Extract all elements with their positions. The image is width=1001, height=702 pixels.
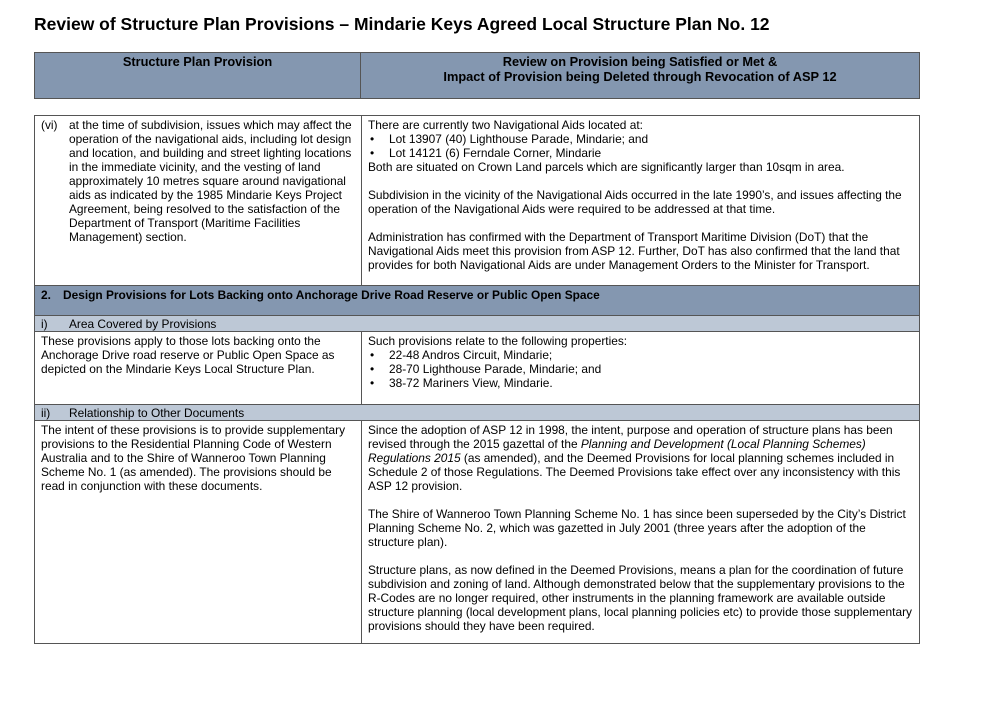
review-paragraph: Both are situated on Crown Land parcels which are significantly larger than 10sqm in area. — [368, 160, 845, 174]
review-cell — [362, 332, 920, 405]
header-col-provision: Structure Plan Provision — [35, 53, 361, 98]
header-review-line2: Impact of Provision being Deleted through Revocation of ASP 12 — [443, 69, 837, 84]
review-cell — [362, 421, 920, 644]
subsection-row — [35, 405, 920, 421]
review-intro: Such provisions relate to the following properties: — [368, 334, 628, 348]
page-title: Review of Structure Plan Provisions – Mindarie Keys Agreed Local Structure Plan No. 12 — [34, 14, 770, 34]
subsection-title: Area Covered by Provisions — [69, 317, 217, 331]
list-item: • Lot 14121 (6) Ferndale Corner, Mindarie — [368, 146, 913, 160]
provision-text: at the time of subdivision, issues which may affect the operation of the navigational aids, including lot design and location, and building and street lighting locations in the immediate vicinity, and the vesting of land approximately 10 metres square around navigational aids as indicated by the 1985 Mindarie Keys Project Agreement, being resolved to the satisfaction of the Department of Transport (Maritime Facilities Management) section. — [69, 118, 352, 244]
review-paragraph: Administration has confirmed with the Department of Transport Maritime Division (DoT) that the Navigational Aids meet this provision from ASP 12. Further, DoT has also confirmed that the land that provides for both Navigational Aids are under Management Orders to the Minister for Transport. — [368, 230, 900, 272]
provision-label: (vi) — [41, 118, 58, 132]
table-row — [35, 116, 920, 286]
list-item: • 38-72 Mariners View, Mindarie. — [368, 376, 913, 390]
review-paragraph: The Shire of Wanneroo Town Planning Scheme No. 1 has since been superseded by the City’s District Planning Scheme No. 2, which was gazetted in July 2001 (three years after the adoption of the structure plan). — [368, 507, 906, 549]
bullet-list — [368, 132, 913, 160]
provision-cell: These provisions apply to those lots backing onto the Anchorage Drive road reserve or Public Open Space as depicted on the Mindarie Keys Local Structure Plan. — [35, 332, 362, 405]
list-item: • 22-48 Andros Circuit, Mindarie; — [368, 348, 913, 362]
section-title: Design Provisions for Lots Backing onto Anchorage Drive Road Reserve or Public Open Space — [63, 288, 600, 302]
subsection-title: Relationship to Other Documents — [69, 406, 245, 420]
subsection-number: ii) — [41, 406, 51, 420]
subsection-number: i) — [41, 317, 48, 331]
provision-cell: The intent of these provisions is to provide supplementary provisions to the Residential Planning Code of Western Australia and to the Shire of Wanneroo Town Planning Scheme No. 1 (as amended). The provisions should be read in conjunction with these documents. — [35, 421, 362, 644]
review-intro: There are currently two Navigational Aids located at: — [368, 118, 643, 132]
table-row — [35, 332, 920, 405]
bullet-list — [368, 348, 913, 390]
section-row — [35, 286, 920, 316]
subsection-heading — [35, 316, 920, 332]
provisions-table — [34, 115, 920, 644]
subsection-row — [35, 316, 920, 332]
review-paragraph: Subdivision in the vicinity of the Navigational Aids occurred in the late 1990’s, and issues affecting the operation of the Navigational Aids were required to be addressed at that time. — [368, 188, 902, 216]
list-item: • Lot 13907 (40) Lighthouse Parade, Mindarie; and — [368, 132, 913, 146]
header-col-review — [361, 53, 919, 98]
review-text: Since the adoption of ASP 12 in 1998, the intent, purpose and operation of structure plans has been revised through the 2015 gazettal of the — [368, 423, 893, 451]
header-review-line1: Review on Provision being Satisfied or Met & — [502, 54, 778, 69]
subsection-heading — [35, 405, 920, 421]
review-cell — [362, 116, 920, 286]
section-number: 2. — [41, 288, 51, 302]
review-paragraph: Structure plans, as now defined in the Deemed Provisions, means a plan for the coordination of future subdivision and zoning of land. Although demonstrated below that the supplementary provisions to the R-Codes are no longer required, other instruments in the planning framework are available outside structure planning (local development plans, local planning policies etc) to provide those supplementary provisions should they have been required. — [368, 563, 912, 633]
provision-cell — [35, 116, 362, 286]
list-item: • 28-70 Lighthouse Parade, Mindarie; and — [368, 362, 913, 376]
regulation-title: Planning and Development (Local Planning Schemes) Regulations 2015 — [368, 437, 866, 465]
section-heading — [35, 286, 920, 316]
table-header — [34, 52, 920, 99]
review-paragraph — [368, 423, 913, 493]
table-row — [35, 421, 920, 644]
review-text: (as amended), and the Deemed Provisions for local planning schemes included in Schedule 2 of those Regulations. The Deemed Provisions take effect over any inconsistency with this ASP 12 provision. — [368, 451, 901, 493]
